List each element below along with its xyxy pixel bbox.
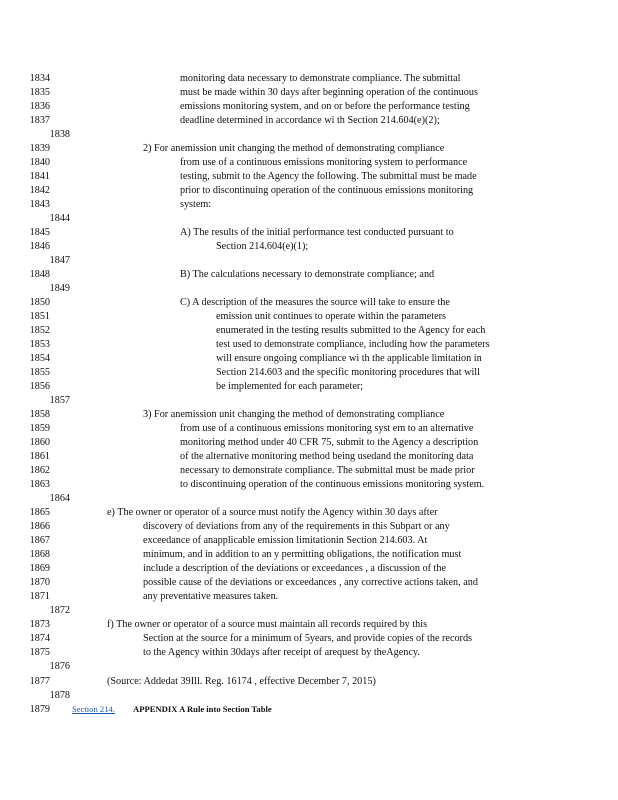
line-text: C) A description of the measures the source will take to ensure the <box>180 297 450 308</box>
document-line <box>0 450 618 463</box>
line-text: be implemented for each parameter; <box>216 381 364 392</box>
document-line <box>0 422 618 435</box>
document-line <box>0 675 618 688</box>
document-line <box>0 604 618 617</box>
document-line <box>0 310 618 323</box>
line-text: A) The results of the initial performance test conducted pursuant to <box>180 227 454 238</box>
line-number: 1842 <box>29 185 50 196</box>
line-text: Section at the source for a minimum of 5years, and provide copies of the records <box>143 633 473 644</box>
line-text: system: <box>180 199 212 210</box>
document-line <box>0 506 618 519</box>
line-text: emissions monitoring system, and on or before the performance testing <box>180 101 470 112</box>
line-text: possible cause of the deviations or exceedances , any corrective actions taken, and <box>143 577 478 588</box>
line-text: emission unit continues to operate within the parameters <box>216 311 447 322</box>
line-number: 1876 <box>49 661 70 672</box>
document-line <box>0 128 618 141</box>
line-number: 1844 <box>49 213 70 224</box>
line-text: deadline determined in accordance wi th Section 214.604(e)(2); <box>180 115 440 126</box>
document-line <box>0 492 618 505</box>
line-number: 1859 <box>29 423 50 434</box>
line-text: 2) For anemission unit changing the method of demonstrating compliance <box>143 143 445 154</box>
line-number: 1872 <box>49 605 70 616</box>
document-line <box>0 478 618 491</box>
line-number: 1877 <box>29 676 50 687</box>
line-number: 1834 <box>29 73 50 84</box>
document-line <box>0 520 618 533</box>
line-text: any preventative measures taken. <box>143 591 279 602</box>
line-number: 1858 <box>29 409 50 420</box>
line-text: test used to demonstrate compliance, including how the parameters <box>216 339 490 350</box>
line-number: 1837 <box>29 115 50 126</box>
document-line <box>0 226 618 239</box>
line-number: 1874 <box>29 633 50 644</box>
line-number: 1861 <box>29 451 50 462</box>
document-line <box>0 198 618 211</box>
document-line <box>0 436 618 449</box>
appendix-footer-line <box>0 703 618 716</box>
line-number: 1845 <box>29 227 50 238</box>
document-line <box>0 380 618 393</box>
document-line <box>0 184 618 197</box>
line-number: 1868 <box>29 549 50 560</box>
line-text: B) The calculations necessary to demonstrate compliance; and <box>180 269 435 280</box>
line-number: 1878 <box>49 690 70 701</box>
line-number: 1863 <box>29 479 50 490</box>
line-text: (Source: Addedat 39Ill. Reg. 16174 , effective December 7, 2015) <box>107 676 376 687</box>
appendix-title: APPENDIX A Rule into Section Table <box>133 704 272 714</box>
line-text: from use of a continuous emissions monitoring syst em to an alternative <box>180 423 474 434</box>
line-number: 1871 <box>29 591 50 602</box>
document-line <box>0 366 618 379</box>
line-text: e) The owner or operator of a source must notify the Agency within 30 days after <box>107 507 438 518</box>
line-number: 1847 <box>49 255 70 266</box>
line-number: 1865 <box>29 507 50 518</box>
line-number: 1840 <box>29 157 50 168</box>
line-number: 1848 <box>29 269 50 280</box>
line-text: discovery of deviations from any of the requirements in this Subpart or any <box>143 521 450 532</box>
document-line <box>0 142 618 155</box>
line-number: 1854 <box>29 353 50 364</box>
line-text: to discontinuing operation of the continuous emissions monitoring system. <box>180 479 485 490</box>
line-number: 1879 <box>29 704 50 715</box>
line-text: necessary to demonstrate compliance. The submittal must be made prior <box>180 465 475 476</box>
line-number: 1869 <box>29 563 50 574</box>
line-text: monitoring data necessary to demonstrate compliance. The submittal <box>180 73 461 84</box>
line-number: 1870 <box>29 577 50 588</box>
document-line <box>0 296 618 309</box>
line-number: 1849 <box>49 283 70 294</box>
document-line <box>0 394 618 407</box>
line-text: from use of a continuous emissions monitoring system to performance <box>180 157 468 168</box>
document-line <box>0 72 618 85</box>
line-number: 1835 <box>29 87 50 98</box>
document-line <box>0 338 618 351</box>
line-number: 1867 <box>29 535 50 546</box>
line-number: 1843 <box>29 199 50 210</box>
line-text: Section 214.604(e)(1); <box>216 241 309 252</box>
document-line <box>0 268 618 281</box>
line-number: 1856 <box>29 381 50 392</box>
line-number: 1852 <box>29 325 50 336</box>
line-number: 1836 <box>29 101 50 112</box>
document-line <box>0 324 618 337</box>
document-line <box>0 660 618 673</box>
line-text: include a description of the deviations or exceedances , a discussion of the <box>143 563 446 574</box>
document-line <box>0 576 618 589</box>
line-number: 1850 <box>29 297 50 308</box>
line-number: 1851 <box>29 311 50 322</box>
document-line <box>0 632 618 645</box>
line-text: enumerated in the testing results submitted to the Agency for each <box>216 325 486 336</box>
document-line <box>0 408 618 421</box>
document-line <box>0 646 618 659</box>
line-text: testing, submit to the Agency the following. The submittal must be made <box>180 171 477 182</box>
document-line <box>0 352 618 365</box>
line-number: 1862 <box>29 465 50 476</box>
line-number: 1846 <box>29 241 50 252</box>
line-text: minimum, and in addition to an y permitting obligations, the notification must <box>143 549 462 560</box>
document-line <box>0 156 618 169</box>
document-line <box>0 464 618 477</box>
document-line <box>0 114 618 127</box>
line-number: 1838 <box>49 129 70 140</box>
line-text: Section 214.603 and the specific monitoring procedures that will <box>216 367 480 378</box>
line-number: 1855 <box>29 367 50 378</box>
line-text: 3) For anemission unit changing the method of demonstrating compliance <box>143 409 445 420</box>
document-line <box>0 562 618 575</box>
document-line <box>0 254 618 267</box>
document-line <box>0 282 618 295</box>
line-text: prior to discontinuing operation of the continuous emissions monitoring <box>180 185 474 196</box>
line-number: 1857 <box>49 395 70 406</box>
line-number: 1860 <box>29 437 50 448</box>
document-line <box>0 86 618 99</box>
line-text: monitoring method under 40 CFR 75, submit to the Agency a description <box>180 437 479 448</box>
line-text: f) The owner or operator of a source must maintain all records required by this <box>107 619 428 630</box>
document-line <box>0 689 618 702</box>
line-text: must be made within 30 days after beginning operation of the continuous <box>180 87 478 98</box>
line-text: exceedance of anapplicable emission limitationin Section 214.603. At <box>143 535 428 546</box>
section-link[interactable]: Section 214. <box>72 704 115 714</box>
line-number: 1853 <box>29 339 50 350</box>
document-line <box>0 170 618 183</box>
line-text: to the Agency within 30days after receipt of arequest by theAgency. <box>143 647 420 658</box>
document-line <box>0 618 618 631</box>
line-text: will ensure ongoing compliance wi th the applicable limitation in <box>216 353 482 364</box>
document-line <box>0 100 618 113</box>
document-line <box>0 240 618 253</box>
line-number: 1841 <box>29 171 50 182</box>
document-line <box>0 212 618 225</box>
line-number: 1873 <box>29 619 50 630</box>
document-line <box>0 534 618 547</box>
line-number: 1866 <box>29 521 50 532</box>
line-number: 1839 <box>29 143 50 154</box>
line-number: 1875 <box>29 647 50 658</box>
document-line <box>0 548 618 561</box>
line-text: of the alternative monitoring method being usedand the monitoring data <box>180 451 474 462</box>
line-number: 1864 <box>49 493 70 504</box>
document-line <box>0 590 618 603</box>
